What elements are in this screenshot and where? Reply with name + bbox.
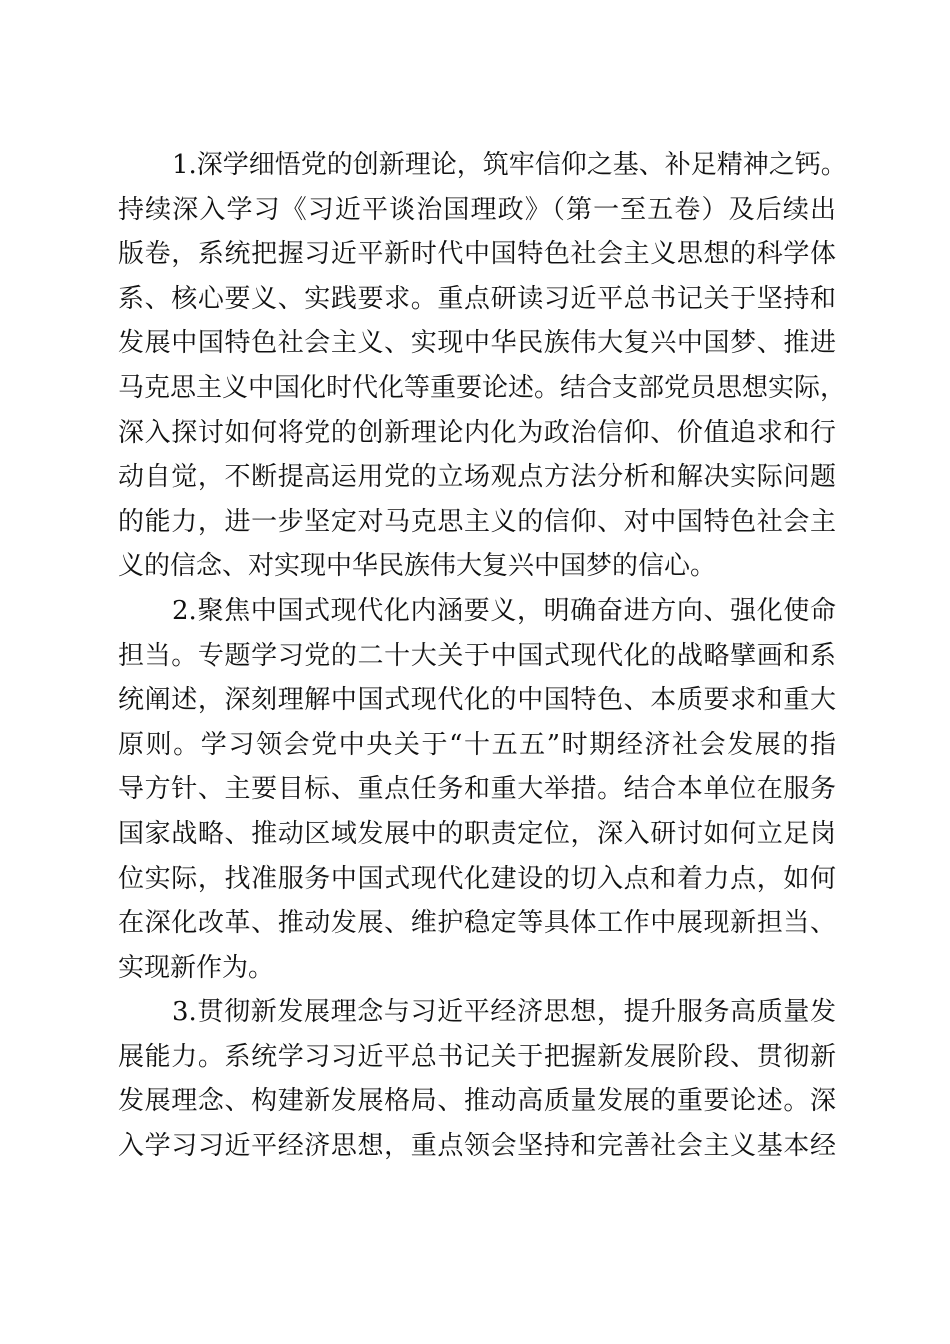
text-line: 版卷，系统把握习近平新时代中国特色社会主义思想的科学体: [118, 239, 836, 270]
text-line: 深入探讨如何将党的创新理论内化为政治信仰、价值追求和行: [118, 417, 836, 448]
paragraph-3: [118, 990, 836, 1168]
text-line: 原则。学习领会党中央关于“十五五”时期经济社会发展的指: [118, 729, 836, 760]
text-line: 担当。专题学习党的二十大关于中国式现代化的战略擘画和系: [118, 640, 836, 671]
text-line: 发展中国特色社会主义、实现中华民族伟大复兴中国梦、推进: [118, 328, 836, 359]
text-line: 统阐述，深刻理解中国式现代化的中国特色、本质要求和重大: [118, 685, 836, 716]
text-line: 1.深学细悟党的创新理论，筑牢信仰之基、补足精神之钙。: [172, 150, 847, 180]
paragraph-1: [118, 143, 847, 589]
text-line: 入学习习近平经济思想，重点领会坚持和完善社会主义基本经: [118, 1131, 836, 1162]
text-line: 国家战略、推动区域发展中的职责定位，深入研讨如何立足岗: [118, 818, 836, 849]
paragraph-2: [118, 589, 836, 990]
document-page: [118, 143, 847, 1169]
text-line: 持续深入学习《习近平谈治国理政》（第一至五卷）及后续出: [118, 194, 836, 225]
text-line: 展能力。系统学习习近平总书记关于把握新发展阶段、贯彻新: [118, 1041, 836, 1072]
text-line: 系、核心要义、实践要求。重点研读习近平总书记关于坚持和: [118, 283, 836, 314]
text-line: 实现新作为。: [118, 952, 275, 983]
text-line: 义的信念、对实现中华民族伟大复兴中国梦的信心。: [118, 551, 717, 582]
text-line: 的能力，进一步坚定对马克思主义的信仰、对中国特色社会主: [118, 506, 836, 537]
text-line: 位实际，找准服务中国式现代化建设的切入点和着力点，如何: [118, 863, 836, 894]
text-line: 动自觉，不断提高运用党的立场观点方法分析和解决实际问题: [118, 462, 836, 493]
text-line: 3.贯彻新发展理念与习近平经济思想，提升服务高质量发: [172, 997, 836, 1028]
text-line: 发展理念、构建新发展格局、推动高质量发展的重要论述。深: [118, 1086, 836, 1117]
text-line: 2.聚焦中国式现代化内涵要义，明确奋进方向、强化使命: [172, 595, 836, 626]
text-line: 马克思主义中国化时代化等重要论述。结合支部党员思想实际，: [118, 372, 847, 403]
text-line: 在深化改革、推动发展、维护稳定等具体工作中展现新担当、: [118, 908, 836, 939]
text-line: 导方针、主要目标、重点任务和重大举措。结合本单位在服务: [118, 774, 836, 805]
